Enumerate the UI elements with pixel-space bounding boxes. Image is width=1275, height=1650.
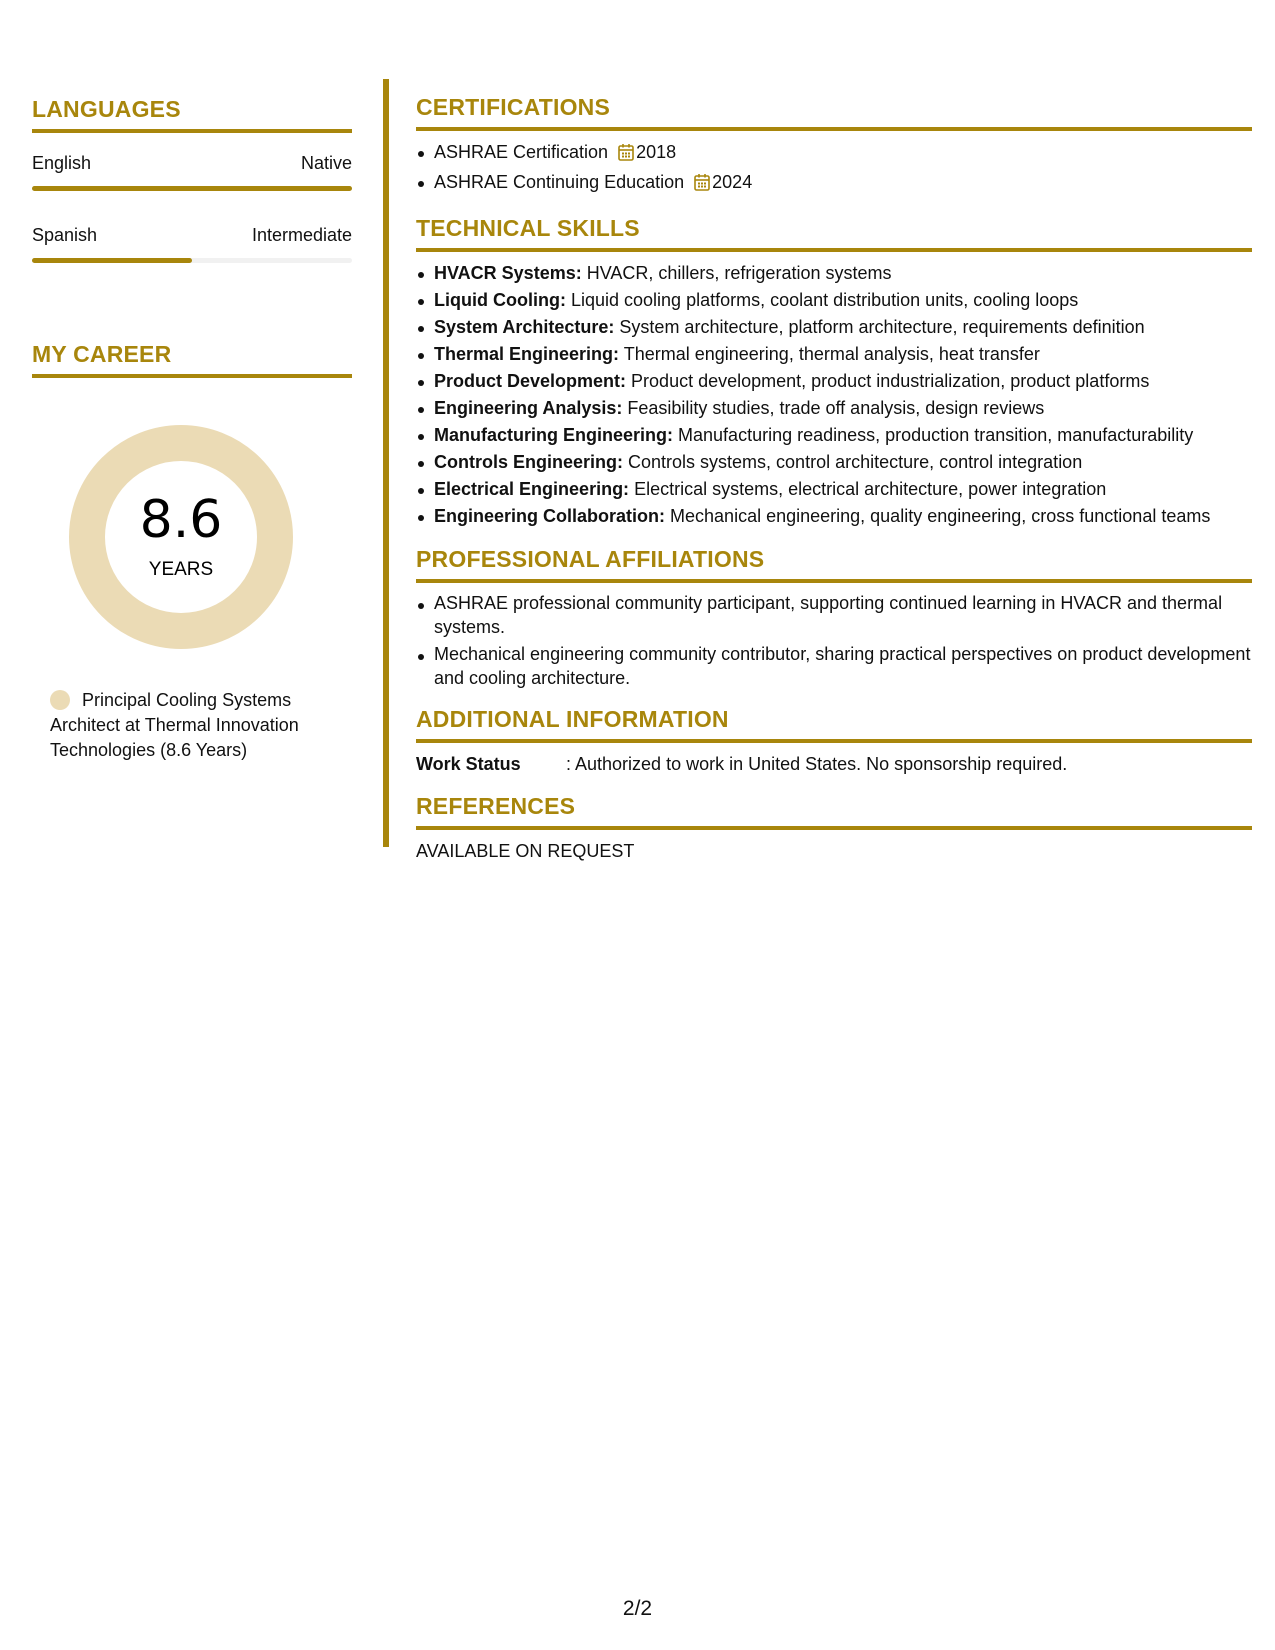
skill-item [434,395,1252,422]
certifications-list [416,139,1252,199]
technical-skills-list [416,260,1252,530]
skill-label: Controls Engineering: [434,452,623,472]
skill-label: Electrical Engineering: [434,479,630,499]
technical-skills-heading: TECHNICAL SKILLS [416,215,1252,252]
page-number: 2/2 [622,1597,653,1620]
skill-text: Controls systems, control architecture, control integration [628,452,1083,472]
skill-item [434,422,1252,449]
affiliations-list [416,591,1252,690]
career-job-entry [50,688,330,763]
affiliation-item: Mechanical engineering community contributor, sharing practical perspectives on product development and cooling architecture. [434,644,1251,688]
skill-text: HVACR, chillers, refrigeration systems [586,263,892,283]
career-job-text: Principal Cooling Systems Architect at Thermal Innovation Technologies (8.6 Years) [50,690,299,760]
skill-text: Manufacturing readiness, production transition, manufacturability [678,425,1194,445]
affiliations-section [416,546,1252,690]
skill-item [434,314,1252,341]
work-status-value: : Authorized to work in United States. No sponsorship required. [566,754,1068,774]
skill-text: Feasibility studies, trade off analysis, design reviews [627,398,1045,418]
affiliation-item: ASHRAE professional community participant, supporting continued learning in HVACR and thermal systems. [434,591,1252,639]
skill-item [434,368,1252,395]
language-item-english [32,153,352,191]
language-proficiency-fill [32,186,352,191]
skill-label: Thermal Engineering: [434,344,620,364]
references-text: AVAILABLE ON REQUEST [416,841,635,861]
languages-heading: LANGUAGES [32,96,352,133]
skill-text: Thermal engineering, thermal analysis, heat transfer [623,344,1040,364]
skill-item [434,287,1252,314]
certifications-heading: CERTIFICATIONS [416,94,1252,131]
left-column [32,96,352,763]
skill-item [434,476,1252,503]
language-proficiency-bar [32,258,352,263]
certification-name: ASHRAE Continuing Education [434,172,685,192]
skill-item [434,449,1252,476]
career-years-unit: YEARS [148,559,214,580]
calendar-icon [694,172,710,199]
skill-item [434,260,1252,287]
language-item-spanish [32,225,352,263]
calendar-icon [618,142,634,169]
skill-label: Engineering Analysis: [434,398,623,418]
skill-label: HVACR Systems: [434,263,582,283]
language-level: Intermediate [251,225,352,245]
skill-text: Mechanical engineering, quality engineering, cross functional teams [670,506,1211,526]
references-heading: REFERENCES [416,793,1252,830]
skill-label: Liquid Cooling: [434,290,566,310]
right-column [416,94,1252,880]
references-section [416,793,1252,864]
language-proficiency-fill [32,258,192,263]
skill-text: Electrical systems, electrical architecture, power integration [634,479,1107,499]
skill-label: Product Development: [434,371,627,391]
affiliations-heading: PROFESSIONAL AFFILIATIONS [416,546,1252,583]
skill-text: Liquid cooling platforms, coolant distribution units, cooling loops [570,290,1079,310]
language-proficiency-bar [32,186,352,191]
technical-skills-section [416,215,1252,530]
work-status-label: Work Status [416,754,521,774]
certification-item [434,139,1252,169]
certifications-section [416,94,1252,199]
language-name: Spanish [32,225,98,245]
certification-item [434,169,1252,199]
skill-label: System Architecture: [434,317,615,337]
work-status-row [416,751,1252,777]
language-level: Native [300,153,352,173]
career-years-donut [66,422,296,652]
skill-label: Manufacturing Engineering: [434,425,674,445]
certification-year: 2018 [636,142,677,162]
additional-info-heading: ADDITIONAL INFORMATION [416,706,1252,743]
additional-info-section [416,706,1252,777]
certification-name: ASHRAE Certification [434,142,609,162]
legend-dot-icon [50,690,70,710]
career-heading: MY CAREER [32,341,352,378]
skill-label: Engineering Collaboration: [434,506,666,526]
skill-text: System architecture, platform architecture, requirements definition [619,317,1145,337]
certification-year: 2024 [712,172,753,192]
skill-text: Product development, product industrialization, product platforms [631,371,1150,391]
language-name: English [32,153,92,173]
skill-item [434,341,1252,368]
column-divider [383,79,389,847]
career-years-value: 8.6 [139,490,223,550]
skill-item [434,503,1252,530]
